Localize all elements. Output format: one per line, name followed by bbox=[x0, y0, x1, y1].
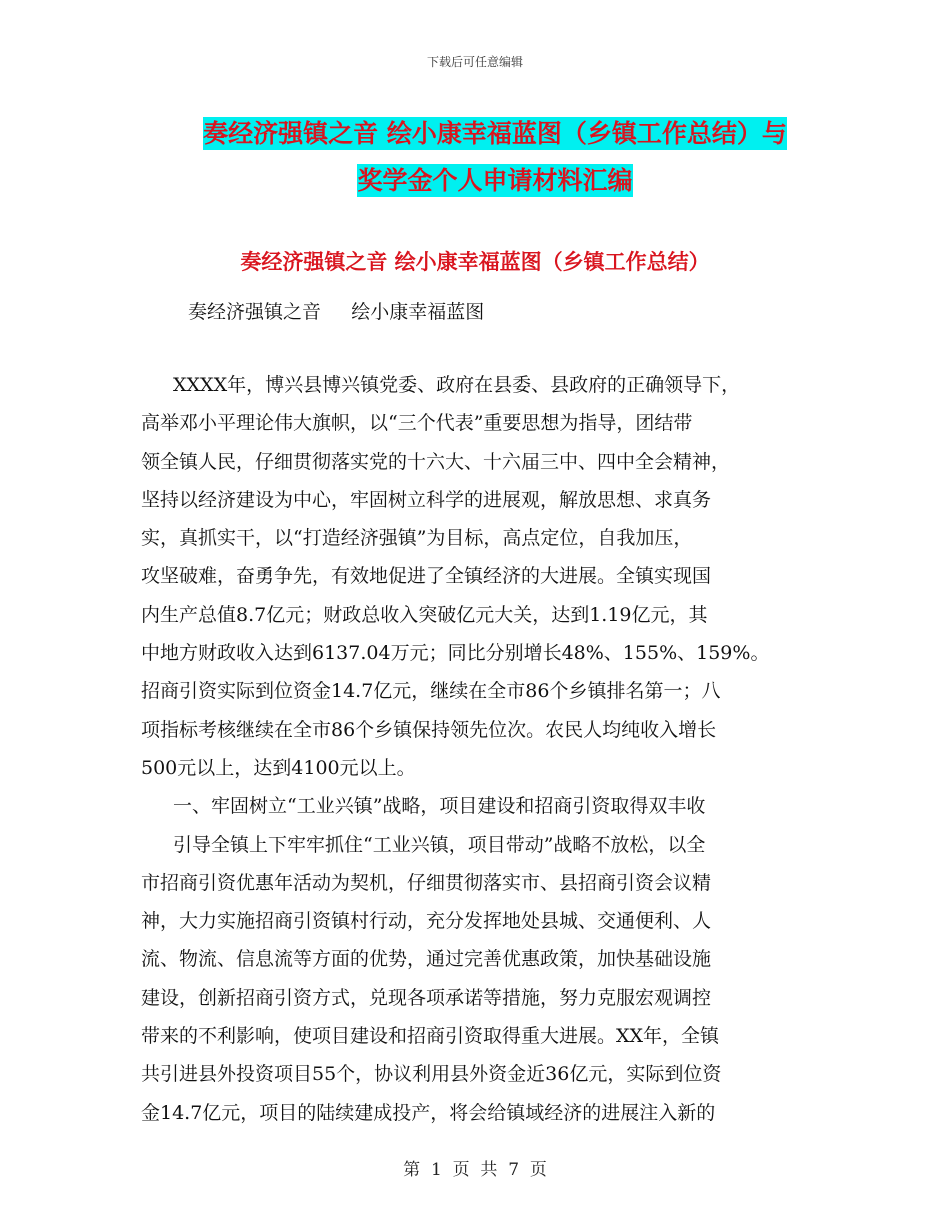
text-line: 共引进县外投资项目55个，协议利用县外资金近36亿元，实际到位资 bbox=[141, 1063, 722, 1086]
text-line: 实，真抓实干，以“打造经济强镇”为目标，高点定位，自我加压， bbox=[141, 527, 693, 550]
body-text bbox=[141, 366, 806, 1132]
text-line: 高举邓小平理论伟大旗帜，以“三个代表”重要思想为指导，团结带 bbox=[141, 412, 693, 435]
header-note: 下载后可任意编辑 bbox=[426, 55, 523, 69]
text-line: 金14.7亿元，项目的陆续建成投产，将会给镇域经济的进展注入新的 bbox=[141, 1101, 716, 1124]
text-line: 一、牢固树立“工业兴镇”战略，项目建设和招商引资取得双丰收 bbox=[173, 795, 706, 818]
text-line: 招商引资实际到位资金14.7亿元，继续在全市86个乡镇排名第一；八 bbox=[141, 680, 721, 703]
text-line: XXXX年，博兴县博兴镇党委、政府在县委、县政府的正确领导下， bbox=[173, 374, 741, 396]
main-title bbox=[140, 110, 850, 204]
page-footer: 第 1 页 共 7 页 bbox=[403, 1160, 547, 1180]
text-line: 引导全镇上下牢牢抓住“工业兴镇，项目带动”战略不放松，以全 bbox=[173, 833, 706, 856]
text-line: 市招商引资优惠年活动为契机，仔细贯彻落实市、县招商引资会议精 bbox=[141, 871, 712, 894]
text-line: 500元以上，达到4100元以上。 bbox=[141, 756, 416, 779]
subtitle: 奏经济强镇之音 绘小康幸福蓝图 bbox=[188, 301, 485, 323]
section-title: 奏经济强镇之音 绘小康幸福蓝图（乡镇工作总结） bbox=[240, 250, 710, 274]
text-line: 领全镇人民，仔细贯彻落实党的十六大、十六届三中、四中全会精神， bbox=[141, 450, 731, 473]
text-line: 神，大力实施招商引资镇村行动，充分发挥地处县城、交通便利、人 bbox=[141, 910, 712, 933]
text-line: 流、物流、信息流等方面的优势，通过完善优惠政策，加快基础设施 bbox=[141, 948, 712, 971]
text-line: 坚持以经济建设为中心，牢固树立科学的进展观，解放思想、求真务 bbox=[141, 488, 712, 511]
text-line: 内生产总值8.7亿元；财政总收入突破亿元大关，达到1.19亿元，其 bbox=[141, 603, 708, 626]
text-line: 项指标考核继续在全市86个乡镇保持领先位次。农民人均纯收入增长 bbox=[141, 718, 717, 741]
text-line: 带来的不利影响，使项目建设和招商引资取得重大进展。XX年，全镇 bbox=[141, 1025, 720, 1048]
main-title-line-2: 奖学金个人申请材料汇编 bbox=[357, 166, 633, 195]
text-line: 中地方财政收入达到6137.04万元；同比分别增长48%、155%、159%。 bbox=[141, 642, 770, 665]
text-line: 建设，创新招商引资方式，兑现各项承诺等措施，努力克服宏观调控 bbox=[141, 986, 712, 1009]
text-line: 攻坚破难，奋勇争先，有效地促进了全镇经济的大进展。全镇实现国 bbox=[141, 565, 712, 588]
main-title-line-1: 奏经济强镇之音 绘小康幸福蓝图（乡镇工作总结）与 bbox=[203, 119, 787, 148]
